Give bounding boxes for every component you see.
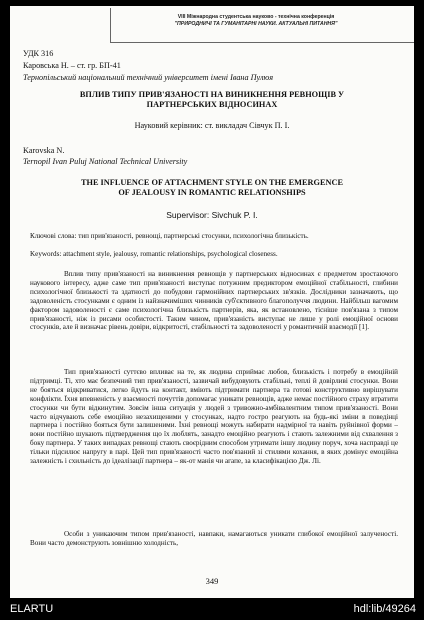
- paragraph-3: Особи з уникаючим типом прив'язаності, навпаки, намагаються уникати глибокої емоційної залученості. Вони часто демонструють зовнішню холодність,: [30, 530, 398, 547]
- title-ua-line1: ВПЛИВ ТИПУ ПРИВ'ЯЗАНОСТІ НА ВИНИКНЕННЯ РЕВНОЩІВ У: [79, 90, 345, 99]
- title-en-line1: THE INFLUENCE OF ATTACHMENT STYLE ON THE EMERGENCE: [80, 178, 344, 187]
- udk-code: УДК 316: [23, 49, 54, 58]
- author-ua: Каровська Н. – ст. гр. БП-41: [23, 61, 121, 70]
- paragraph-2: Тип прив'язаності суттєво впливає на те, як людина сприймає любов, близькість і потребу в емоційній підтримці. Ті, хто має безпечний тип прив'язаності, зазвичай вибудовують стабільні, теплі й довірливі стосунки. Вони не бояться відкриватися, легко йдуть на контакт, вміють підтримати партнера та готові конструктивно вирішувати конфлікти. Їхня впевненість у взаємності почуттів допомагає уникати ревнощів, адже немає постійного страху втратити стосунки чи бути відкинутим. Зовсім інша ситуація у людей з тривожно-амбівалентним типом прив'язаності. Вони часто відчувають себе емоційно незахищеними у стосунках, надто гостро реагують на будь-які зміни в поведінці партнера і постійно бояться бути залишеними. Їхні ревнощі можуть набирати надмірної та навіть руйнівної форми – вони постійно шукають підтвердження що їх люблять, занадто емоційно реагують і стають залежними від схвалення з боку партнера. У таких випадках ревнощі стають своєрідним способом утримати іншу людину поруч, хоча насправді це тільки підсилює напругу в парі. Цей тип прив'язаності часто пов'язаний зі стилями кохання, в яких домінує емоційна залежність і схильність до ідеалізації партнера – як-от манія чи агапе, за класифікацією Дж. Лі.: [30, 368, 398, 466]
- affiliation-ua: Тернопільський національний технічний університет імені Івана Пулюя: [23, 73, 274, 82]
- footer-bar: [0, 598, 424, 620]
- conference-theme: "ПРИРОДНИЧІ ТА ГУМАНІТАРНІ НАУКИ. АКТУАЛЬНІ ПИТАННЯ": [174, 21, 338, 27]
- keywords-ua: Ключові слова: тип прив'язаності, ревнощі, партнерські стосунки, психологічна близькість.: [30, 232, 309, 240]
- repository-label: ELARTU: [10, 603, 54, 615]
- supervisor-ua: Науковий керівник: ст. викладач Сівчук П. І.: [134, 121, 290, 130]
- keywords-en: Keywords: attachment style, jealousy, romantic relationships, psychological closeness.: [30, 250, 278, 258]
- title-ua-line2: ПАРТНЕРСЬКИХ ВІДНОСИНАХ: [146, 100, 278, 109]
- title-en-line2: OF JEALOUSY IN ROMANTIC RELATIONSHIPS: [118, 188, 306, 197]
- affiliation-en: Ternopil Ivan Puluj National Technical University: [23, 157, 188, 166]
- page: [10, 6, 414, 598]
- paragraph-1: Вплив типу прив'язаності на виникнення ревнощів у партнерських відносинах є предметом зростаючого наукового інтересу, адже саме тип прив'язаності виступає потужним предиктором емоційної стабільності, глибини психологічної близькості та здатності до побудови гармонійних партнерських зв'язків. Дослідники зазначають, що задоволеність стосунками є одним із найзначиміших чинників суб'єктивного благополуччя людини. Найбільш вагомим фактором задоволеності є саме психологічна близькість партнерів, яка, як встановлено, тісніше пов'язана з типом прив'язаності, ніж із рисами особистості. Таким чином, прив'язаність виступає не лише у ролі емоційної основи стосунків, але й визначає рівень довіри, відкритості, стабільності та задоволеності у романтичній взаємодії [1].: [30, 270, 398, 332]
- author-en: Karovska N.: [23, 146, 65, 155]
- conference-header: [110, 8, 414, 43]
- supervisor-en: Supervisor: Sivchuk P. I.: [166, 210, 258, 220]
- conference-name: VIII Міжнародна студентська науково - технічна конференція: [177, 14, 335, 20]
- page-number: 349: [205, 576, 219, 586]
- handle-link[interactable]: hdl:lib/49264: [353, 603, 416, 615]
